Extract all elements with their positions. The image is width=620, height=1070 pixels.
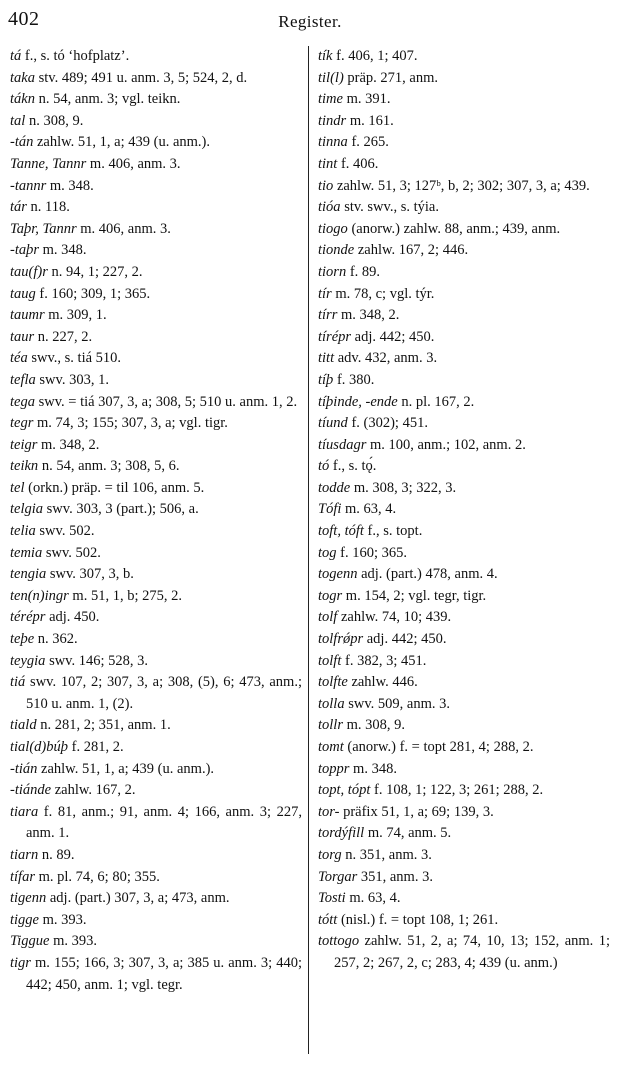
entry-headword: tolla	[318, 695, 345, 712]
entry-headword: time	[318, 91, 343, 108]
entry-references: m. 63, 4.	[345, 890, 401, 907]
entry-headword: tó	[318, 458, 330, 475]
entry-references: m. 406, anm. 3.	[86, 155, 181, 172]
entry-headword: tírépr	[318, 328, 352, 345]
entry-headword: tio	[318, 177, 334, 194]
entry-references: n. 308, 9.	[25, 112, 84, 129]
entry-references: swv. 303, 3 (part.); 506, a.	[43, 501, 199, 518]
entry-references: n. 54, anm. 3; vgl. teikn.	[34, 91, 181, 108]
register-entry	[318, 845, 610, 867]
register-entry	[10, 348, 302, 370]
entry-references: f. 281, 2.	[68, 739, 124, 755]
register-entry	[318, 111, 610, 133]
register-entry	[10, 197, 302, 219]
entry-references: m. 308, 9.	[342, 717, 406, 734]
entry-references: swv. 107, 2; 307, 3, a; 308, (5), 6; 473, anm.; 510 u. anm. 1, (2).	[25, 674, 302, 712]
entry-references: stv. 489; 491 u. anm. 3, 5; 524, 2, d.	[34, 69, 248, 86]
entry-references: adj. (part.) 307, 3, a; 473, anm.	[46, 890, 230, 907]
entry-references: adj. 442; 450.	[351, 328, 435, 345]
entry-headword: tigge	[10, 911, 39, 928]
entry-headword: taka	[10, 69, 35, 86]
entry-headword: tír	[318, 285, 332, 302]
register-entry	[10, 672, 302, 715]
register-entry	[318, 456, 610, 478]
entry-headword: tega	[10, 393, 35, 410]
entry-references: zahlw. 167, 2.	[51, 782, 136, 799]
entry-headword: tiald	[10, 717, 37, 734]
entry-references: 351, anm. 3.	[357, 868, 433, 885]
register-entry	[318, 68, 610, 90]
entry-references: n. 94, 1; 227, 2.	[47, 263, 143, 280]
entry-headword: tiorn	[318, 263, 347, 280]
register-entry	[10, 910, 302, 932]
register-entry	[10, 564, 302, 586]
register-entry	[10, 305, 302, 327]
register-entry	[318, 197, 610, 219]
register-entry	[318, 521, 610, 543]
column-divider	[308, 46, 309, 1054]
entry-references: m. 63, 4.	[341, 501, 397, 518]
entry-references: adj. 450.	[45, 609, 100, 626]
entry-references: f., s. topt.	[363, 523, 423, 540]
register-entry	[318, 327, 610, 349]
register-entry	[10, 262, 302, 284]
entry-references: adj. 442; 450.	[363, 631, 447, 648]
register-entry	[10, 154, 302, 176]
entry-references: adj. (part.) 478, anm. 4.	[357, 566, 498, 583]
entry-references: m. 406, anm. 3.	[76, 220, 171, 237]
entry-references: f. 265.	[347, 134, 389, 151]
entry-headword: todde	[318, 479, 351, 496]
entry-headword: ten(n)ingr	[10, 587, 69, 604]
entry-headword: tint	[318, 155, 338, 172]
entry-headword: teikn	[10, 458, 39, 475]
register-entry	[10, 543, 302, 565]
entry-references: swv. = tiá 307, 3, a; 308, 5; 510 u. anm. 1, 2.	[34, 393, 298, 410]
entry-references: n. 281, 2; 351, anm. 1.	[36, 717, 171, 734]
entry-headword: tá	[10, 48, 22, 64]
entry-references: m. 309, 1.	[44, 307, 107, 324]
entry-headword: tolfte	[318, 674, 348, 691]
register-entry	[10, 132, 302, 154]
register-entry	[10, 802, 302, 845]
register-entry	[10, 499, 302, 521]
entry-references: m. 74, anm. 5.	[364, 825, 452, 842]
register-entry	[10, 284, 302, 306]
entry-references: zahlw. 51, 3; 127ᵇ, b, 2; 302; 307, 3, a; 439.	[333, 177, 590, 194]
register-entry	[10, 953, 302, 996]
entry-references: m. pl. 74, 6; 80; 355.	[34, 868, 160, 885]
register-entry	[10, 456, 302, 478]
running-title: Register.	[278, 12, 342, 31]
entry-references: n. 351, anm. 3.	[341, 846, 432, 863]
entry-headword: tindr	[318, 112, 347, 129]
entry-headword: téa	[10, 350, 28, 367]
entry-headword: temia	[10, 544, 43, 561]
entry-headword: tal	[10, 112, 26, 129]
register-entry	[10, 435, 302, 457]
register-entry	[318, 867, 610, 889]
entry-references: adv. 432, anm. 3.	[334, 350, 438, 367]
entry-headword: tel	[10, 479, 25, 496]
entry-headword: tiogo	[318, 220, 348, 237]
entry-headword: tolf	[318, 609, 338, 626]
entry-references: m. 161.	[346, 112, 394, 129]
register-entry	[10, 478, 302, 500]
page-number: 402	[8, 8, 40, 30]
entry-headword: tengia	[10, 566, 47, 583]
entry-headword: tótt	[318, 911, 338, 928]
entry-headword: tollr	[318, 717, 343, 734]
entry-headword: tial(d)búþ	[10, 739, 68, 755]
entry-references: zahlw. 167, 2; 446.	[354, 242, 469, 259]
entry-references: f. 406.	[337, 155, 379, 172]
register-entry	[10, 715, 302, 737]
entry-references: f. 380.	[333, 371, 375, 388]
entry-headword: tinna	[318, 134, 348, 151]
register-entry	[10, 68, 302, 90]
entry-headword: tigenn	[10, 890, 47, 907]
entry-headword: togr	[318, 587, 343, 604]
entry-headword: teygia	[10, 652, 46, 669]
entry-references: swv. 502.	[35, 523, 95, 540]
register-entry	[318, 154, 610, 176]
register-entry	[318, 651, 610, 673]
register-entry	[10, 413, 302, 435]
register-entry	[10, 370, 302, 392]
entry-references: m. 393.	[49, 933, 98, 950]
entry-headword: taug	[10, 285, 36, 302]
entry-headword: togenn	[318, 566, 358, 583]
register-entry	[318, 435, 610, 457]
entry-headword: tomt	[318, 739, 344, 755]
register-entry	[318, 478, 610, 500]
entry-references: n. pl. 167, 2.	[397, 393, 475, 410]
entry-headword: tár	[10, 199, 27, 216]
entry-headword: tolft	[318, 652, 342, 669]
register-entry	[318, 802, 610, 824]
entry-references: swv. 307, 3, b.	[46, 566, 134, 583]
register-entry	[318, 715, 610, 737]
register-entry	[10, 46, 302, 68]
entry-references: n. 89.	[38, 846, 75, 863]
register-entry	[318, 176, 610, 198]
entry-headword: -tannr	[10, 177, 47, 194]
entry-headword: tog	[318, 544, 337, 561]
entry-references: zahlw. 51, 2, a; 74, 10, 13; 152, anm. 1; 257, 2; 267, 2, c; 283, 4; 439 (u. anm.)	[334, 933, 610, 971]
entry-headword: tírr	[318, 307, 338, 324]
entry-headword: til(l)	[318, 69, 344, 86]
entry-references: f. 160; 365.	[336, 544, 408, 561]
entry-headword: -taþr	[10, 242, 39, 259]
entry-references: zahlw. 446.	[347, 674, 418, 691]
entry-references: m. 78, c; vgl. týr.	[331, 285, 435, 302]
register-entry	[10, 240, 302, 262]
entry-references: (anorw.) f. = topt 281, 4; 288, 2.	[343, 739, 534, 755]
register-entry	[10, 607, 302, 629]
entry-references: m. 51, 1, b; 275, 2.	[68, 587, 182, 604]
entry-references: f., s. tó ‘hofplatz’.	[21, 48, 130, 64]
entry-references: m. 308, 3; 322, 3.	[350, 479, 457, 496]
register-entry	[318, 46, 610, 68]
entry-references: zahlw. 51, 1, a; 439 (u. anm.).	[37, 760, 215, 777]
register-entry	[10, 651, 302, 673]
register-entry	[10, 931, 302, 953]
entry-references: f. 382, 3; 451.	[341, 652, 427, 669]
register-entry	[318, 672, 610, 694]
register-entry	[318, 694, 610, 716]
entry-headword: Tanne, Tannr	[10, 155, 87, 172]
entry-references: m. 155; 166, 3; 307, 3, a; 385 u. anm. 3; 440; 442; 450, anm. 1; vgl. tegr.	[26, 954, 302, 993]
register-entry	[318, 370, 610, 392]
page-header	[0, 6, 620, 36]
register-entry	[318, 284, 610, 306]
entry-headword: tík	[318, 48, 333, 64]
entry-headword: tíusdagr	[318, 436, 367, 453]
entry-references: f. 81, anm.; 91, anm. 4; 166, anm. 3; 227, anm. 1.	[26, 803, 302, 842]
register-entry	[318, 910, 610, 932]
register-entry	[10, 89, 302, 111]
entry-references: m. 393.	[39, 911, 87, 928]
entry-headword: topt, tópt	[318, 782, 371, 799]
entry-headword: taur	[10, 328, 35, 345]
entry-headword: tegr	[10, 415, 34, 432]
register-entry	[318, 543, 610, 565]
register-entry	[318, 888, 610, 910]
entry-references: f. 89.	[346, 263, 381, 280]
register-entry	[318, 305, 610, 327]
register-entry	[318, 607, 610, 629]
register-entry	[10, 867, 302, 889]
register-entry	[318, 629, 610, 651]
entry-headword: tíþinde, -ende	[318, 393, 398, 410]
register-entry	[10, 392, 302, 414]
register-entry	[10, 327, 302, 349]
entry-headword: tordýfill	[318, 825, 365, 842]
entry-references: (orkn.) präp. = til 106, anm. 5.	[24, 479, 205, 496]
register-entry	[318, 499, 610, 521]
entry-references: m. 100, anm.; 102, anm. 2.	[366, 436, 526, 453]
entry-references: n. 54, anm. 3; 308, 5, 6.	[38, 458, 180, 475]
register-entry	[318, 413, 610, 435]
entry-headword: taumr	[10, 307, 45, 324]
entry-headword: telia	[10, 523, 36, 540]
entry-references: n. 227, 2.	[34, 328, 93, 345]
entry-headword: tiá	[10, 674, 26, 691]
entry-references: präfix 51, 1, a; 69; 139, 3.	[339, 803, 494, 820]
entry-headword: Tosti	[318, 890, 346, 907]
entry-references: n. 118.	[26, 199, 70, 216]
entry-headword: tiara	[10, 803, 39, 820]
entry-headword: tigr	[10, 954, 31, 971]
register-entry	[10, 780, 302, 802]
entry-headword: teigr	[10, 436, 38, 453]
entry-references: m. 348, 2.	[37, 436, 100, 453]
entry-references: n. 362.	[34, 631, 78, 648]
register-entry	[10, 888, 302, 910]
entry-headword: torg	[318, 846, 342, 863]
register-entry	[318, 348, 610, 370]
entry-references: swv., s. tiá 510.	[27, 350, 122, 367]
entry-headword: toppr	[318, 760, 350, 777]
register-entry	[318, 262, 610, 284]
entry-headword: toft, tóft	[318, 523, 364, 540]
register-entry	[10, 629, 302, 651]
register-entry	[318, 564, 610, 586]
entry-headword: tottogo	[318, 933, 360, 950]
entry-references: m. 391.	[342, 91, 391, 108]
register-entry	[10, 586, 302, 608]
entry-headword: tor-	[318, 803, 340, 820]
entry-references: swv. 303, 1.	[35, 371, 109, 388]
register-entry	[318, 586, 610, 608]
entry-references: swv. 509, anm. 3.	[344, 695, 450, 712]
entry-references: f. 406, 1; 407.	[332, 48, 418, 64]
entry-references: m. 348, 2.	[337, 307, 400, 324]
entry-references: präp. 271, anm.	[343, 69, 439, 86]
entry-references: f. 108, 1; 122, 3; 261; 288, 2.	[370, 782, 544, 799]
register-entry	[318, 392, 610, 414]
entry-references: (nisl.) f. = topt 108, 1; 261.	[337, 911, 499, 928]
register-entry	[318, 240, 610, 262]
entry-references: swv. 146; 528, 3.	[45, 652, 149, 669]
entry-headword: titt	[318, 350, 335, 367]
entry-references: m. 348.	[349, 760, 397, 777]
left-column	[10, 46, 302, 996]
register-entry	[10, 737, 302, 759]
register-entry	[10, 219, 302, 241]
entry-headword: tífar	[10, 868, 35, 885]
register-entry	[318, 219, 610, 241]
entry-headword: telgia	[10, 501, 44, 518]
entry-headword: tíþ	[318, 371, 334, 388]
register-entry	[10, 845, 302, 867]
register-entry	[318, 931, 610, 974]
entry-references: zahlw. 51, 1, a; 439 (u. anm.).	[33, 134, 211, 151]
register-entry	[318, 759, 610, 781]
entry-references: m. 74, 3; 155; 307, 3, a; vgl. tigr.	[33, 415, 228, 432]
register-entry	[318, 823, 610, 845]
entry-headword: -tiánde	[10, 782, 52, 799]
entry-headword: tau(f)r	[10, 263, 48, 280]
register-entry	[10, 176, 302, 198]
entry-references: f. (302); 451.	[347, 415, 428, 432]
entry-headword: Taþr, Tannr	[10, 220, 77, 237]
register-entry	[10, 111, 302, 133]
entry-headword: Tófi	[318, 501, 342, 518]
entry-headword: -tán	[10, 134, 34, 151]
register-entry	[318, 780, 610, 802]
right-column	[318, 46, 610, 975]
entry-headword: tionde	[318, 242, 355, 259]
register-entry	[10, 521, 302, 543]
register-entry	[10, 759, 302, 781]
entry-headword: Tiggue	[10, 933, 50, 950]
entry-headword: tákn	[10, 91, 35, 108]
entry-references: f., s. tǫ́.	[329, 458, 377, 475]
entry-headword: -tián	[10, 760, 38, 777]
register-entry	[318, 132, 610, 154]
entry-references: (anorw.) zahlw. 88, anm.; 439, anm.	[347, 220, 561, 237]
entry-references: m. 154, 2; vgl. tegr, tigr.	[342, 587, 487, 604]
register-entry	[318, 89, 610, 111]
entry-headword: tiarn	[10, 846, 39, 863]
entry-references: f. 160; 309, 1; 365.	[35, 285, 151, 302]
entry-references: m. 348.	[46, 177, 94, 194]
entry-headword: tíund	[318, 415, 348, 432]
entry-headword: tióa	[318, 199, 341, 216]
entry-headword: tolfrǿpr	[318, 631, 364, 648]
register-entry	[318, 737, 610, 759]
entry-headword: teþe	[10, 631, 35, 648]
entry-references: zahlw. 74, 10; 439.	[337, 609, 452, 626]
entry-references: stv. swv., s. týia.	[340, 199, 439, 216]
entry-references: swv. 502.	[42, 544, 101, 561]
entry-headword: térépr	[10, 609, 46, 626]
entry-references: m. 348.	[39, 242, 87, 259]
entry-headword: Torgar	[318, 868, 358, 885]
entry-headword: tefla	[10, 371, 36, 388]
